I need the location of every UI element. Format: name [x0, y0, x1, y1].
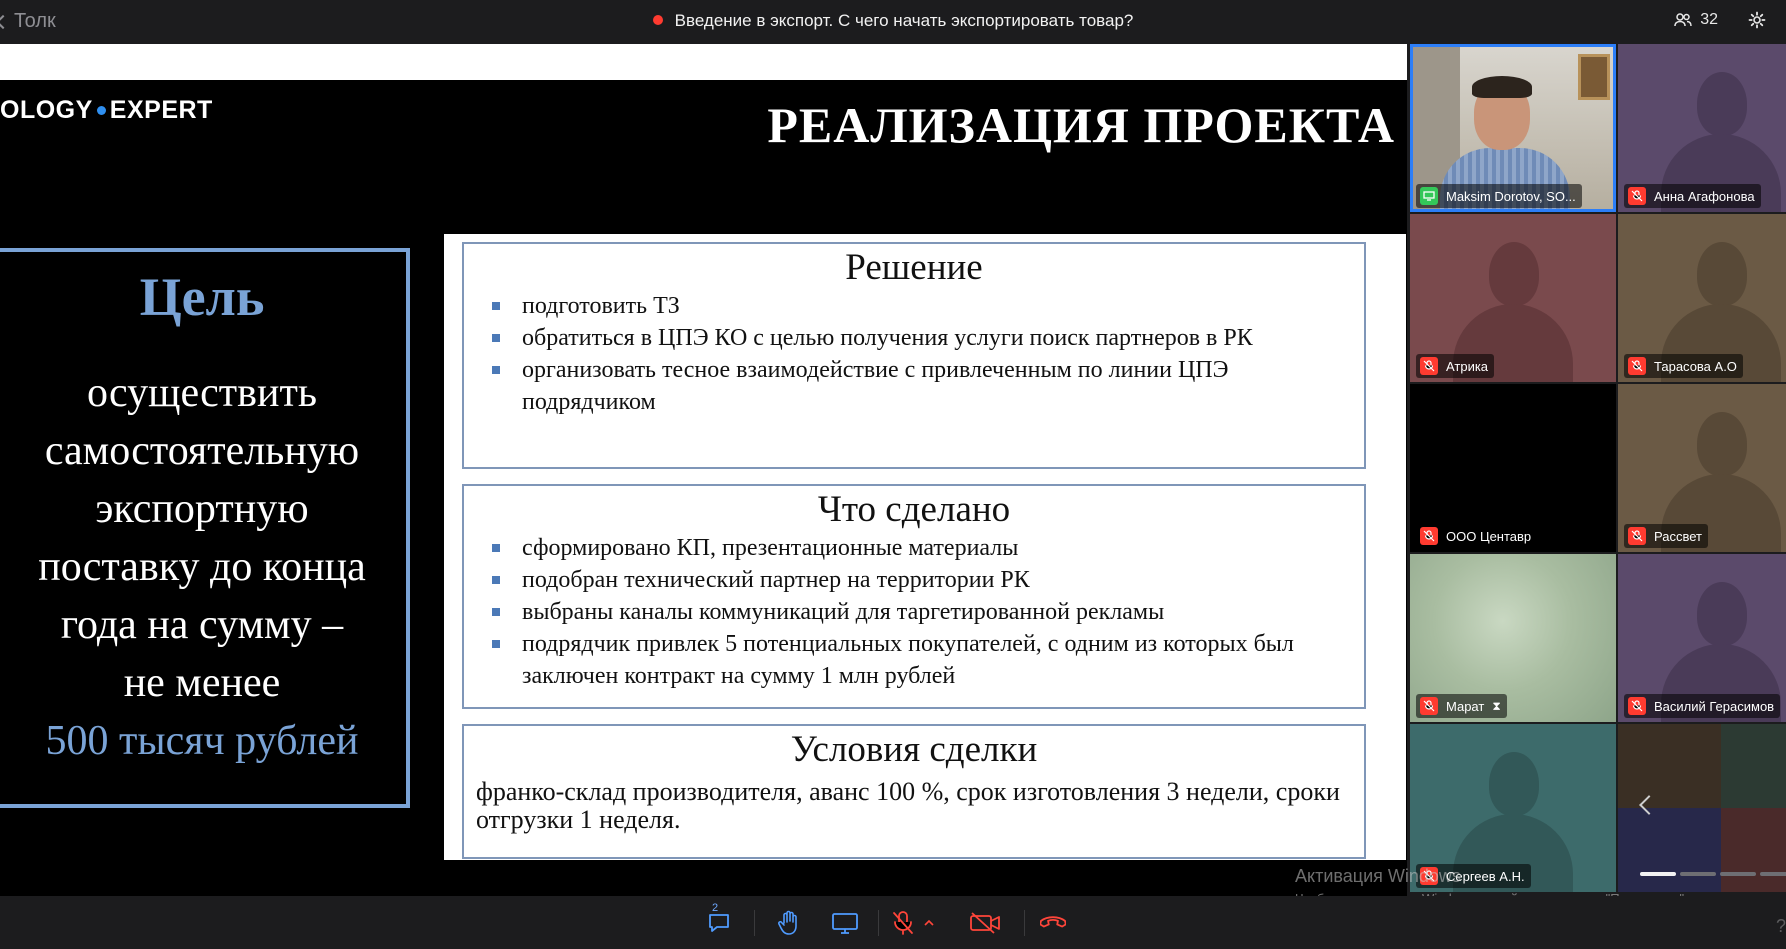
solution-list [464, 290, 1364, 418]
meeting-title-text: Введение в экспорт. С чего начать экспортировать товар? [674, 11, 1134, 30]
top-bar [0, 0, 1786, 44]
participant-name: Сергеев А.Н. [1446, 868, 1525, 884]
recording-dot-icon [653, 15, 663, 25]
done-block [462, 484, 1366, 709]
participant-name-tag [1624, 694, 1780, 718]
slide-content-panel [444, 234, 1406, 860]
watermark-title: Активация Windows [1295, 866, 1461, 886]
mic-off-icon [1628, 527, 1646, 545]
participant-tile-maksim[interactable] [1410, 44, 1616, 212]
camera-button[interactable] [968, 910, 1002, 936]
painting-image [1578, 54, 1610, 100]
mic-off-icon [1420, 697, 1438, 715]
raise-hand-button[interactable] [774, 910, 804, 936]
monitor-icon [831, 911, 859, 935]
participant-tile[interactable] [1410, 384, 1616, 552]
goal-line: не менее [123, 660, 281, 706]
participant-name: Атрика [1446, 358, 1489, 374]
mic-off-icon [891, 910, 915, 936]
goal-amount: 500 тысяч рублей [45, 718, 359, 764]
logo-dot-icon [97, 106, 106, 115]
slide-title: РЕАЛИЗАЦИЯ ПРОЕКТА [767, 97, 1395, 153]
participant-name-tag [1416, 354, 1494, 378]
participant-name: Maksim Dorotov, SO... [1446, 188, 1576, 204]
done-heading: Что сделано [817, 489, 1011, 530]
page-dot [1760, 872, 1786, 876]
back-label: Толк [14, 10, 56, 32]
participant-tile[interactable] [1410, 554, 1616, 722]
participant-name: Марат [1446, 698, 1485, 714]
participant-name: Тарасова А.О [1654, 358, 1737, 374]
help-icon[interactable]: ? [1775, 916, 1786, 936]
participants-count: 32 [1700, 11, 1718, 28]
shared-screen [0, 44, 1407, 896]
gear-icon [1748, 11, 1766, 29]
list-item: выбраны каналы коммуникаций для таргетированной рекламы [464, 596, 1364, 628]
mic-off-icon [1420, 527, 1438, 545]
meeting-title [0, 11, 1786, 31]
goal-line: осуществить [87, 370, 317, 416]
hand-icon [777, 910, 801, 936]
participant-tile[interactable] [1410, 214, 1616, 382]
mic-options-button[interactable] [922, 910, 936, 936]
solution-block [462, 242, 1366, 469]
microphone-button[interactable] [888, 910, 918, 936]
terms-heading: Условия сделки [790, 729, 1038, 770]
hourglass-icon: ⧗ [1492, 698, 1501, 713]
participant-name-tag [1416, 524, 1537, 548]
camera-off-icon [969, 911, 1001, 935]
toolbar-divider [878, 910, 879, 936]
goal-line: поставку до конца [38, 544, 366, 590]
goal-line: года на сумму – [60, 602, 344, 648]
screen-top-strip [0, 44, 1407, 80]
slide-logo [0, 96, 213, 125]
settings-button[interactable] [1748, 11, 1766, 29]
participant-name-tag [1624, 184, 1761, 208]
done-list [464, 532, 1364, 692]
participant-name: Василий Герасимов [1654, 698, 1775, 714]
phone-hangup-icon [1040, 910, 1066, 936]
chat-count-badge: 2 [712, 902, 719, 914]
screen-share-icon [1420, 187, 1438, 205]
participant-name-tag [1416, 184, 1582, 208]
toolbar-divider [754, 910, 755, 936]
goal-box [0, 248, 410, 808]
participant-tile[interactable] [1618, 554, 1786, 722]
goal-line: самостоятельную [44, 428, 360, 474]
list-item: сформировано КП, презентационные материалы [464, 532, 1364, 564]
goal-text [0, 364, 406, 712]
participant-tile[interactable] [1618, 214, 1786, 382]
participants-button[interactable] [1674, 11, 1718, 29]
people-icon [1674, 12, 1692, 28]
goal-heading: Цель [139, 267, 265, 327]
logo-left-text: OLOGY [0, 96, 93, 124]
participant-tile[interactable] [1618, 44, 1786, 212]
list-item: организовать тесное взаимодействие с привлеченным по линии ЦПЭ подрядчиком [464, 354, 1364, 418]
participant-name: ООО Центавр [1446, 528, 1532, 544]
participant-tile[interactable] [1618, 384, 1786, 552]
solution-heading: Решение [845, 247, 983, 288]
participant-name: Анна Агафонова [1654, 188, 1755, 204]
mic-off-icon [1628, 697, 1646, 715]
bottom-toolbar [0, 896, 1786, 949]
participant-name: Рассвет [1654, 528, 1702, 544]
list-item: обратиться в ЦПЭ КО с целью получения услуги поиск партнеров в РК [464, 322, 1364, 354]
chat-button[interactable] [704, 910, 734, 936]
chevron-up-icon [924, 919, 934, 927]
goal-line: экспортную [95, 486, 309, 532]
list-item: подобран технический партнер на территории РК [464, 564, 1364, 596]
list-item: подрядчик привлек 5 потенциальных покупателей, с одним из которых был заключен контракт на сумму 1 млн рублей [464, 628, 1364, 692]
page-dot [1720, 872, 1756, 876]
mic-off-icon [1628, 187, 1646, 205]
toolbar-divider [1024, 910, 1025, 936]
terms-text: франко-склад производителя, аванс 100 %, срок изготовления 3 недели, сроки отгрузки 1 неделя. [476, 777, 1340, 834]
chat-icon [706, 911, 732, 935]
mic-off-icon [1628, 357, 1646, 375]
logo-right-text: EXPERT [109, 96, 213, 124]
list-item: подготовить ТЗ [464, 290, 1364, 322]
participant-name-tag [1416, 694, 1507, 718]
participant-name-tag [1624, 524, 1708, 548]
terms-block [462, 724, 1366, 859]
mic-off-icon [1420, 357, 1438, 375]
participant-name-tag [1624, 354, 1743, 378]
leave-call-button[interactable] [1038, 910, 1068, 936]
screen-share-button[interactable] [830, 910, 860, 936]
